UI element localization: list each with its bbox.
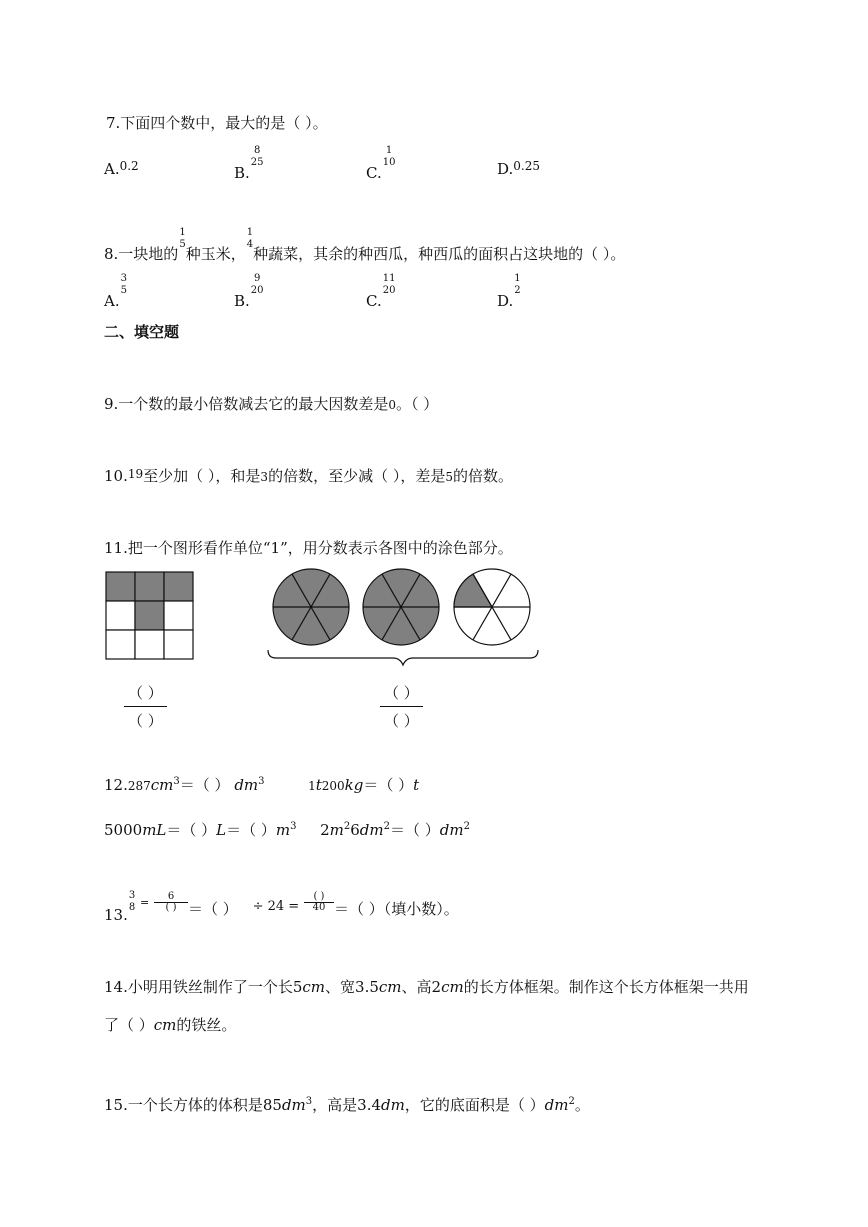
section-heading: 二、填空题 (104, 323, 180, 341)
circle-figure-2 (363, 569, 439, 645)
q7-option-d: D.$^{0.25}$ (497, 159, 540, 178)
q7-option-a: A.$^{0.2}$ (104, 159, 139, 178)
q8-option-d: D. 1 2 (497, 273, 521, 310)
q13-text: 13. 3 8 = $\frac{6}{( )}$ ＝（ ） ÷ 24 = $\frac{( )}{40}$ ＝（ ）（填小数）。 (104, 889, 459, 924)
q11-answer-1[interactable]: （ ） （ ） (124, 682, 167, 731)
q9-text: 9.一个数的最小倍数减去它的最大因数差是0。（ ） (104, 395, 439, 413)
q8-option-a: A. 3 5 (104, 273, 127, 310)
q11-figures (100, 566, 560, 676)
q7-stem: 7.下面四个数中，最大的是（ ）。 (106, 114, 328, 132)
grid-cell-shaded (164, 572, 193, 601)
brace (268, 650, 538, 665)
grid-cell-shaded (135, 601, 164, 630)
q8-option-b: B. 9 20 (234, 273, 264, 310)
grid-cell (135, 630, 164, 659)
grid-cell-shaded (106, 572, 135, 601)
q11-answer-2[interactable]: （ ） （ ） (380, 682, 423, 731)
grid-figure (106, 572, 193, 659)
q8-stem: 8.一块地的 1 5 种玉米， 1 4 种蔬菜，其余的种西瓜，种西瓜的面积占这块地的（ ）。 (104, 227, 626, 263)
grid-cell (106, 601, 135, 630)
q12-line-1: $12.287cm^3=$（ ） $dm^3$ 1t200kg＝（ ）t (104, 776, 420, 794)
q15-text: 15.一个长方体的体积是$85dm^3$，高是3.4dm，它的底面积是（ ）$dm^2$。 (104, 1096, 590, 1114)
grid-cell (164, 630, 193, 659)
grid-cell-shaded (135, 572, 164, 601)
circle-figure-3 (454, 569, 530, 645)
grid-cell (164, 601, 193, 630)
q11-text: 11.把一个图形看作单位“1”，用分数表示各图中的涂色部分。 (104, 539, 513, 557)
q12-line-2: 5000mL＝（ ）L＝（ ）$m^3$ $2m^26dm^2=$（ ）$dm^2$ (104, 821, 470, 839)
q8-option-c: C. 11 20 (366, 273, 396, 310)
q7-option-c: C. 1 10 (366, 145, 396, 182)
q10-text: 10.19至少加（ ），和是3的倍数，至少减（ ），差是5的倍数。 (104, 467, 513, 485)
q14-line-2: 了（ ）cm的铁丝。 (104, 1016, 237, 1034)
grid-cell (106, 630, 135, 659)
circle-figure-1 (273, 569, 349, 645)
q14-line-1: 14.小明用铁丝制作了一个长5cm、宽3.5cm、高2cm的长方体框架。制作这个长方体框架一共用 (104, 978, 749, 996)
q7-option-b: B. 8 25 (234, 145, 264, 182)
